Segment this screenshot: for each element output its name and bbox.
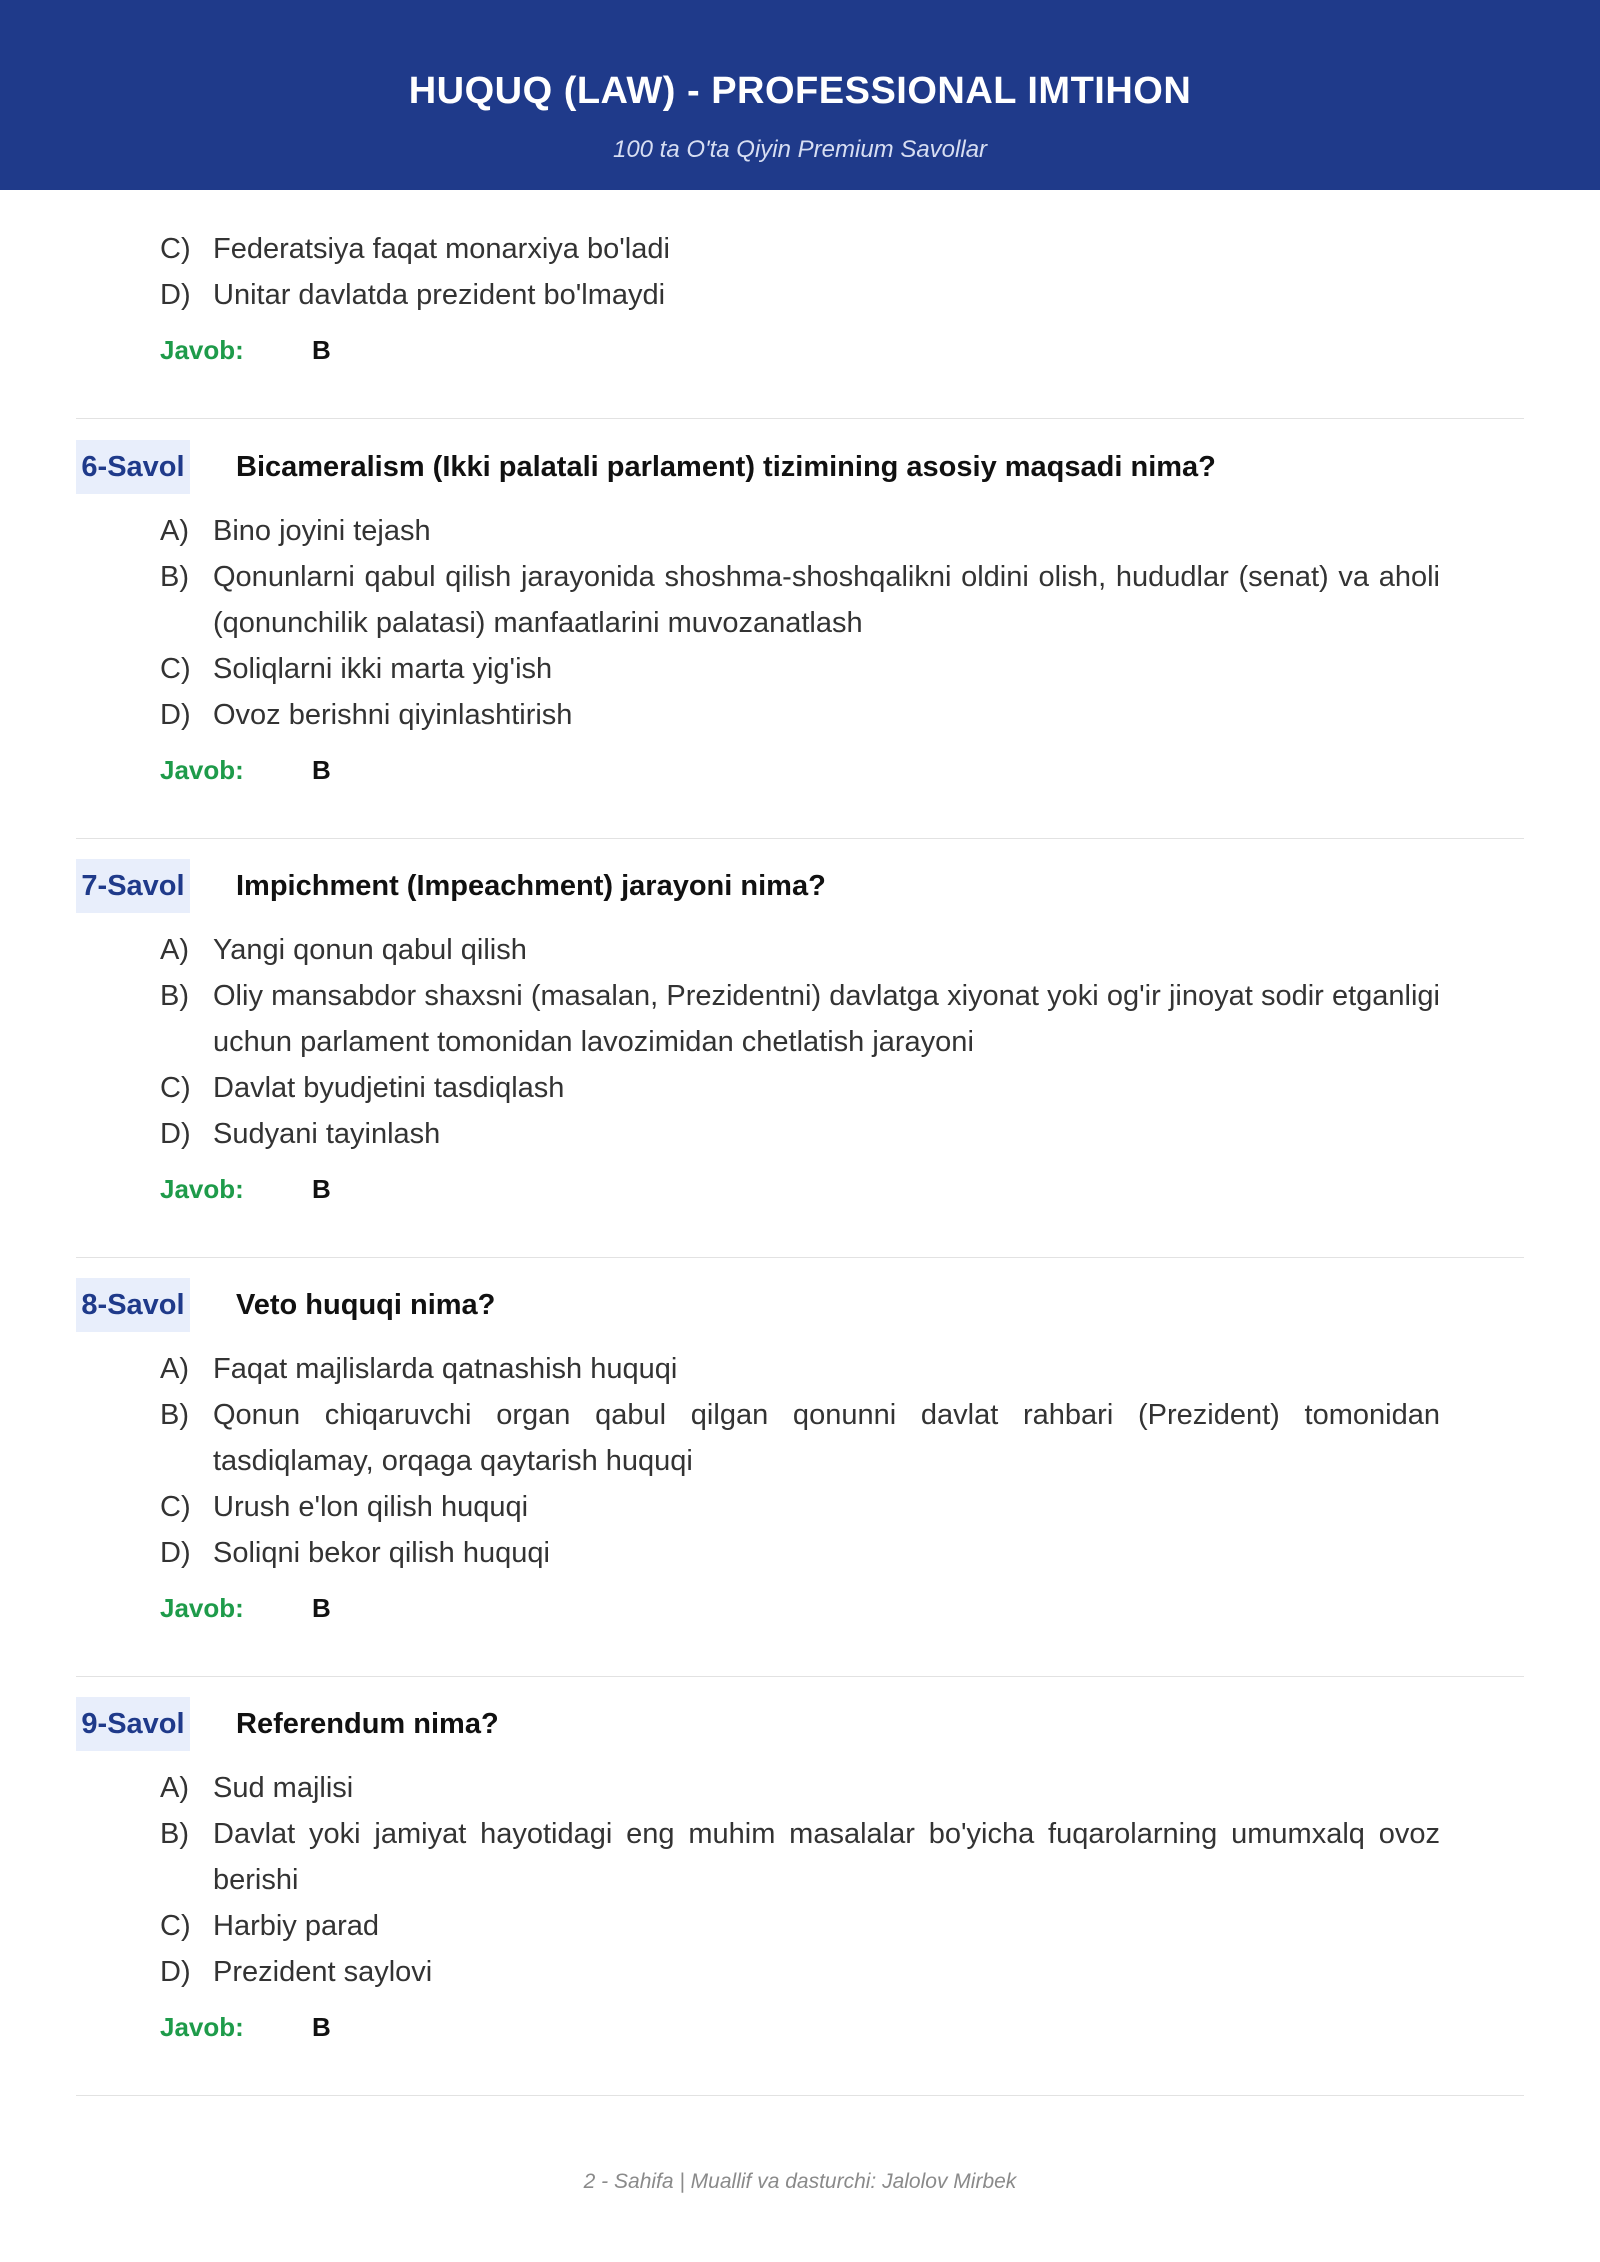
answer-value: B bbox=[312, 1174, 331, 1204]
option-c bbox=[160, 226, 1440, 272]
option-letter: B) bbox=[160, 1399, 189, 1431]
option-letter: B) bbox=[160, 1818, 189, 1850]
page-footer: 2 - Sahifa | Muallif va dasturchi: Jalolov Mirbek bbox=[583, 2170, 1017, 2193]
option-text: Ovoz berishni qiyinlashtirish bbox=[213, 699, 573, 731]
option-text: Qonunlarni qabul qilish jarayonida shoshma-shoshqalikni oldini olish, hududlar (senat) va aholi (qonunchilik palatasi) manfaatlarini muvozanatlash bbox=[213, 561, 1440, 639]
option-b bbox=[160, 554, 1440, 646]
option-letter: A) bbox=[160, 934, 189, 966]
option-text: Faqat majlislarda qatnashish huquqi bbox=[213, 1353, 678, 1385]
option-letter: D) bbox=[160, 699, 191, 731]
option-letter: A) bbox=[160, 1353, 189, 1385]
option-letter: B) bbox=[160, 980, 189, 1012]
option-b bbox=[160, 973, 1440, 1065]
option-text: Bino joyini tejash bbox=[213, 515, 431, 547]
option-text: Yangi qonun qabul qilish bbox=[213, 934, 527, 966]
option-text: Sudyani tayinlash bbox=[213, 1118, 441, 1150]
answer-label: Javob: bbox=[160, 335, 244, 365]
option-a bbox=[160, 927, 1440, 973]
option-a bbox=[160, 1765, 1440, 1811]
option-letter: A) bbox=[160, 515, 189, 547]
answer-value: B bbox=[312, 335, 331, 365]
option-text: Prezident saylovi bbox=[213, 1956, 433, 1988]
question-text: Referendum nima? bbox=[236, 1708, 499, 1740]
answer-label: Javob: bbox=[160, 2012, 244, 2042]
question-text: Veto huquqi nima? bbox=[236, 1289, 496, 1321]
option-c bbox=[160, 1065, 1440, 1111]
question-separator bbox=[76, 2095, 1524, 2096]
option-text: Oliy mansabdor shaxsni (masalan, Prezidentni) davlatga xiyonat yoki og'ir jinoyat sodir etganligi uchun parlament tomonidan lavozimidan chetlatish jarayoni bbox=[213, 980, 1440, 1058]
option-text: Sud majlisi bbox=[213, 1772, 354, 1804]
option-letter: C) bbox=[160, 1910, 191, 1942]
option-letter: C) bbox=[160, 653, 191, 685]
option-letter: D) bbox=[160, 279, 191, 311]
option-text: Davlat yoki jamiyat hayotidagi eng muhim masalalar bo'yicha fuqarolarning umumxalq ovoz berishi bbox=[213, 1818, 1440, 1896]
question-number: 6-Savol bbox=[76, 440, 190, 494]
option-letter: D) bbox=[160, 1537, 191, 1569]
option-a bbox=[160, 508, 1440, 554]
question-separator bbox=[76, 418, 1524, 419]
question-number: 7-Savol bbox=[76, 859, 190, 913]
answer-value: B bbox=[312, 1593, 331, 1623]
option-text: Urush e'lon qilish huquqi bbox=[213, 1491, 529, 1523]
page-header bbox=[0, 0, 1600, 190]
option-d bbox=[160, 272, 1440, 318]
option-text: Soliqlarni ikki marta yig'ish bbox=[213, 653, 553, 685]
answer-label: Javob: bbox=[160, 755, 244, 785]
option-c bbox=[160, 1484, 1440, 1530]
option-d bbox=[160, 1111, 1440, 1157]
option-letter: A) bbox=[160, 1772, 189, 1804]
question-text: Bicameralism (Ikki palatali parlament) tizimining asosiy maqsadi nima? bbox=[236, 451, 1216, 483]
question-number: 9-Savol bbox=[76, 1697, 190, 1751]
option-a bbox=[160, 1346, 1440, 1392]
option-letter: C) bbox=[160, 233, 191, 265]
option-text: Soliqni bekor qilish huquqi bbox=[213, 1537, 550, 1569]
question-separator bbox=[76, 1676, 1524, 1677]
option-letter: D) bbox=[160, 1956, 191, 1988]
option-d bbox=[160, 1530, 1440, 1576]
option-text: Unitar davlatda prezident bo'lmaydi bbox=[213, 279, 666, 311]
option-text: Davlat byudjetini tasdiqlash bbox=[213, 1072, 565, 1104]
option-d bbox=[160, 1949, 1440, 1995]
question-number: 8-Savol bbox=[76, 1278, 190, 1332]
header-subtitle: 100 ta O'ta Qiyin Premium Savollar bbox=[612, 136, 988, 163]
option-d bbox=[160, 692, 1440, 738]
option-c bbox=[160, 646, 1440, 692]
option-letter: C) bbox=[160, 1491, 191, 1523]
option-b bbox=[160, 1392, 1440, 1484]
answer-value: B bbox=[312, 2012, 331, 2042]
answer-value: B bbox=[312, 755, 331, 785]
question-separator bbox=[76, 838, 1524, 839]
option-letter: D) bbox=[160, 1118, 191, 1150]
option-text: Qonun chiqaruvchi organ qabul qilgan qonunni davlat rahbari (Prezident) tomonidan tasdiqlamay, orqaga qaytarish huquqi bbox=[213, 1399, 1440, 1477]
header-title: HUQUQ (LAW) - PROFESSIONAL IMTIHON bbox=[408, 70, 1192, 112]
option-letter: B) bbox=[160, 561, 189, 593]
option-text: Federatsiya faqat monarxiya bo'ladi bbox=[213, 233, 670, 265]
question-separator bbox=[76, 1257, 1524, 1258]
option-c bbox=[160, 1903, 1440, 1949]
question-text: Impichment (Impeachment) jarayoni nima? bbox=[236, 870, 826, 902]
answer-label: Javob: bbox=[160, 1174, 244, 1204]
answer-label: Javob: bbox=[160, 1593, 244, 1623]
option-text: Harbiy parad bbox=[213, 1910, 380, 1942]
option-b bbox=[160, 1811, 1440, 1903]
option-letter: C) bbox=[160, 1072, 191, 1104]
